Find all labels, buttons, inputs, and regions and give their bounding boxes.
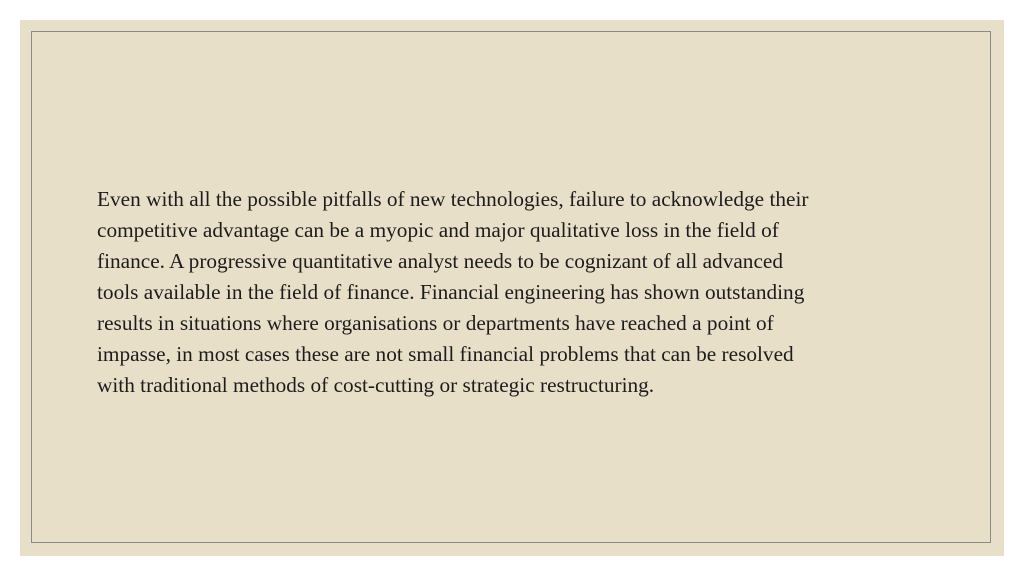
- paragraph-line: tools available in the field of finance. Financial engineering has shown outstanding: [97, 280, 805, 304]
- paragraph-line: results in situations where organisations or departments have reached a point of: [97, 311, 774, 335]
- paragraph-line: Even with all the possible pitfalls of new technologies, failure to acknowledge their: [97, 187, 809, 211]
- paragraph-line: competitive advantage can be a myopic and major qualitative loss in the field of: [97, 218, 779, 242]
- paragraph-line: impasse, in most cases these are not small financial problems that can be resolved: [97, 342, 794, 366]
- paragraph-line: finance. A progressive quantitative analyst needs to be cognizant of all advanced: [97, 249, 783, 273]
- paragraph-line: with traditional methods of cost-cutting or strategic restructuring.: [97, 373, 655, 397]
- slide: [20, 20, 1004, 556]
- body-paragraph: [97, 184, 937, 401]
